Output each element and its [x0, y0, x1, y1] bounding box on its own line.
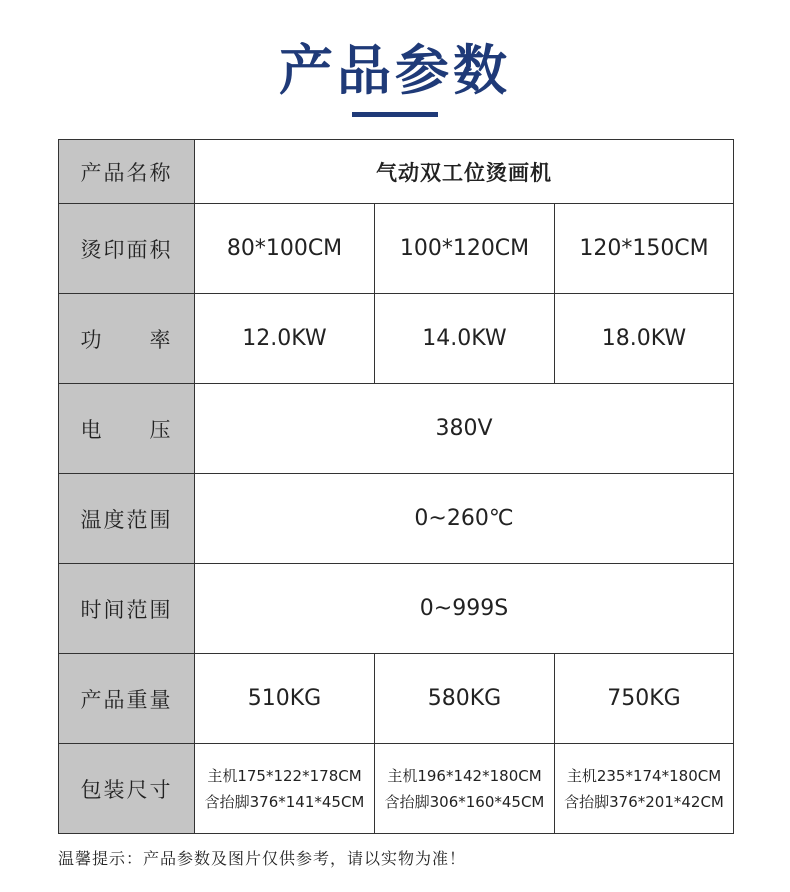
- title-underline: [352, 112, 438, 117]
- value-power-1: 12.0KW: [195, 294, 375, 384]
- package-main-size: 主机175*122*178CM: [207, 766, 362, 785]
- value-package-1: [195, 744, 375, 834]
- value-product-name: 气动双工位烫画机: [195, 140, 734, 204]
- value-temperature: 0~260℃: [195, 474, 734, 564]
- value-power-2: 14.0KW: [375, 294, 555, 384]
- value-voltage: 380V: [195, 384, 734, 474]
- label-area: 烫印面积: [59, 204, 195, 294]
- value-power-3: 18.0KW: [555, 294, 734, 384]
- page-title: 产品参数: [279, 39, 511, 102]
- value-area-3: 120*150CM: [555, 204, 734, 294]
- table-row-product-name: [59, 140, 734, 204]
- label-power: 功 率: [59, 294, 195, 384]
- label-weight: 产品重量: [59, 654, 195, 744]
- table-row-weight: [59, 654, 734, 744]
- package-main-size: 主机196*142*180CM: [387, 766, 542, 785]
- value-package-2: [375, 744, 555, 834]
- footer-note: 温馨提示：产品参数及图片仅供参考，请以实物为准！: [58, 849, 467, 868]
- spec-table: [58, 139, 734, 834]
- table-row-area: [59, 204, 734, 294]
- table-row-temperature: [59, 474, 734, 564]
- value-area-1: 80*100CM: [195, 204, 375, 294]
- value-weight-3: 750KG: [555, 654, 734, 744]
- value-weight-1: 510KG: [195, 654, 375, 744]
- label-temperature: 温度范围: [59, 474, 195, 564]
- value-time: 0~999S: [195, 564, 734, 654]
- table-row-voltage: [59, 384, 734, 474]
- label-package: 包装尺寸: [59, 744, 195, 834]
- table-row-power: [59, 294, 734, 384]
- label-product-name: 产品名称: [59, 140, 195, 204]
- table-row-time: [59, 564, 734, 654]
- label-time: 时间范围: [59, 564, 195, 654]
- package-main-size: 主机235*174*180CM: [566, 766, 722, 785]
- package-stand-size: 含抬脚306*160*45CM: [384, 792, 545, 811]
- value-package-3: [555, 744, 734, 834]
- package-stand-size: 含抬脚376*141*45CM: [204, 792, 365, 811]
- table-row-package: [59, 744, 734, 834]
- label-voltage: 电 压: [59, 384, 195, 474]
- value-area-2: 100*120CM: [375, 204, 555, 294]
- package-stand-size: 含抬脚376*201*42CM: [564, 792, 724, 811]
- value-weight-2: 580KG: [375, 654, 555, 744]
